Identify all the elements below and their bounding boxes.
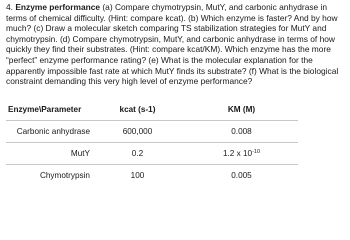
km-value: 0.008 <box>231 127 252 136</box>
km-value: 1.2 x 10 <box>222 149 253 158</box>
kcat-cell: 0.2 <box>90 143 185 165</box>
question-number: 4. <box>6 2 13 12</box>
km-exponent: -10 <box>252 149 261 155</box>
question-title: Enzyme performance <box>15 2 101 12</box>
km-cell <box>185 121 298 143</box>
enzyme-name-cell: Chymotrypsin <box>39 171 90 180</box>
question-text: (a) Compare chymotrypsin, MutY, and carbonic anhydrase in terms of chemical difficulty. (Hint: compare kcat). (b) Which enzyme is faster? And by how much? (c) Draw a molecular sketch comparing TS stabilization strategies for MutY and chymotrypsin. (d) Compare chymotrypsin, MutY, and carbonic anhydrase in terms of how quickly they find their substrates. (Hint: compare kcat/KM). Which enzyme has the more “perfect” enzyme performance rating? (e) What is the molecular explanation for the apparently impossible fast rate at which MutY finds its substrate? (f) What is the biological constraint demanding this very high level of enzyme performance? <box>6 2 339 87</box>
enzyme-name-cell: Carbonic anhydrase <box>6 121 90 143</box>
kcat-cell: 600,000 <box>90 121 185 143</box>
question-paragraph <box>6 2 346 87</box>
kcat-cell: 100 <box>130 171 145 180</box>
table-row <box>6 165 298 187</box>
header-km: KM (M) <box>185 99 298 121</box>
table-row <box>6 121 298 143</box>
enzyme-name-cell: MutY <box>6 143 90 165</box>
header-enzyme-parameter: Enzyme\Parameter <box>6 99 90 121</box>
km-value: 0.005 <box>231 171 252 180</box>
table-header-row <box>6 99 298 121</box>
km-cell <box>185 165 298 187</box>
header-kcat: kcat (s-1) <box>90 99 185 121</box>
table-row <box>6 143 298 165</box>
km-cell <box>185 143 298 165</box>
enzyme-parameter-table <box>6 99 298 186</box>
